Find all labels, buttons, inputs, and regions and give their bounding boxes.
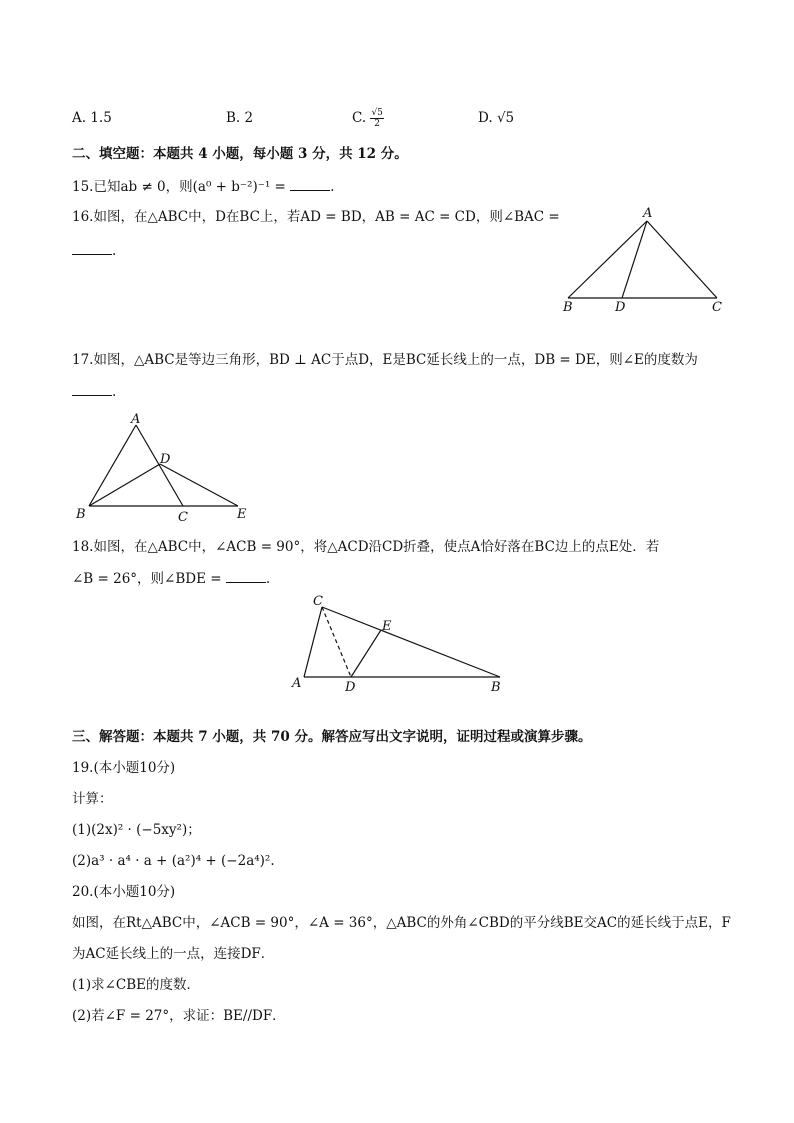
q20-part2: (2)若∠F = 27°，求证：BE//DF．	[72, 1008, 286, 1024]
q18-segment-de	[351, 630, 381, 677]
q18-segment-cb	[322, 607, 500, 677]
q19-title: 19.(本小题10分)	[72, 760, 176, 776]
q19-part2: (2)a³ · a⁴ · a + (a²)⁴ + (−2a⁴)².	[72, 853, 275, 869]
option-d-value: √5	[496, 110, 515, 126]
q20-title: 20.(本小题10分)	[72, 884, 176, 900]
q20-line2: 为AC延长线上的一点，连接DF．	[72, 946, 275, 962]
q19-intro: 计算：	[72, 791, 113, 807]
option-a: A. 1.5	[72, 110, 112, 126]
q20-part1: (1)求∠CBE的度数．	[72, 977, 201, 993]
q16-label-d: D	[615, 300, 626, 315]
q17-label-b: B	[76, 507, 86, 522]
q18-label-a: A	[292, 676, 302, 691]
q18-end: .	[265, 571, 271, 587]
q19-part1: (1)(2x)² · (−5xy²)；	[72, 822, 201, 838]
q18-label-c: C	[313, 594, 323, 609]
q17-label-e: E	[237, 507, 247, 522]
q18-lines	[304, 607, 500, 677]
question-17: 17.如图，△ABC是等边三角形，BD ⊥ AC于点D，E是BC延长线上的一点，DB = DE，则∠E的度数为	[72, 352, 698, 368]
q18-label-b: B	[491, 680, 501, 695]
q18-segment-cd	[322, 607, 351, 677]
q16-end: .	[112, 243, 117, 259]
q18-label-e: E	[382, 619, 392, 634]
question-16: 16.如图，在△ABC中，D在BC上，若AD = BD，AB = AC = CD，则∠BAC =	[72, 209, 560, 225]
q17-end: .	[112, 384, 117, 400]
q20-line1: 如图，在Rt△ABC中，∠ACB = 90°，∠A = 36°，△ABC的外角∠CBD的平分线BE交AC的延长线于点E，F	[72, 915, 731, 931]
q18-text2: ∠B = 26°，则∠BDE =	[72, 571, 222, 587]
q17-label-a: A	[131, 412, 141, 427]
q16-label-c: C	[712, 300, 722, 315]
section2-heading: 二、填空题：本题共 4 小题，每小题 3 分，共 12 分。	[72, 146, 408, 162]
q18-segment-ca	[304, 607, 322, 677]
q17-label-d: D	[160, 452, 171, 467]
question-18: 18.如图，在△ABC中，∠ACB = 90°，将△ACD沿CD折叠，使点A恰好落在BC边上的点E处．若	[72, 539, 660, 555]
q15-end: .	[330, 179, 335, 195]
q18-label-d: D	[345, 680, 356, 695]
option-b: B. 2	[226, 110, 254, 126]
q16-label-b: B	[563, 300, 573, 315]
section3-heading: 三、解答题：本题共 7 小题，共 70 分。解答应写出文字说明，证明过程或演算步骤。	[72, 729, 592, 745]
option-c-prefix: C.	[352, 110, 367, 126]
q15-text: 15.已知ab ≠ 0，则(a⁰ + b⁻²)⁻¹ =	[72, 179, 286, 195]
option-c-numerator: √5	[371, 108, 383, 118]
q17-label-c: C	[178, 510, 188, 525]
option-d-prefix: D.	[478, 110, 493, 126]
q16-label-a: A	[643, 206, 653, 221]
option-c-denominator: 2	[374, 119, 381, 129]
